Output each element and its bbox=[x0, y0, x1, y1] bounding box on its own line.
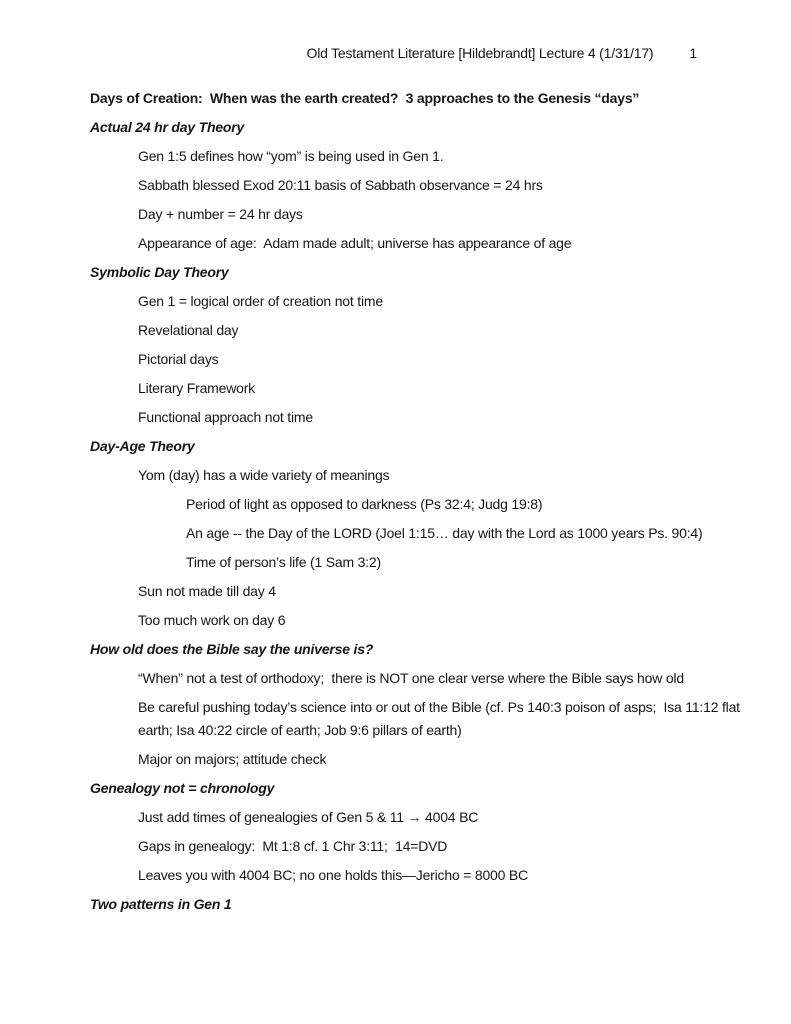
page-number: 1 bbox=[689, 45, 697, 61]
note-line: “When” not a test of orthodoxy; there is NOT one clear verse where the Bible says how old bbox=[138, 670, 684, 686]
doc-title: Days of Creation: When was the earth created? 3 approaches to the Genesis “days” bbox=[90, 90, 640, 106]
note-line: Day + number = 24 hr days bbox=[138, 206, 303, 222]
note-line: Yom (day) has a wide variety of meanings bbox=[138, 467, 390, 483]
note-line: Literary Framework bbox=[138, 380, 255, 396]
section-heading-genealogy: Genealogy not = chronology bbox=[90, 780, 275, 796]
section-heading-day-age: Day-Age Theory bbox=[90, 438, 195, 454]
note-line: Major on majors; attitude check bbox=[138, 751, 327, 767]
section-heading-symbolic-day: Symbolic Day Theory bbox=[90, 264, 229, 280]
note-line: Too much work on day 6 bbox=[138, 612, 286, 628]
note-line: Sun not made till day 4 bbox=[138, 583, 276, 599]
document-body bbox=[90, 87, 790, 922]
note-line: Leaves you with 4004 BC; no one holds this—Jericho = 8000 BC bbox=[138, 867, 528, 883]
note-line: Be careful pushing today’s science into or out of the Bible (cf. Ps 140:3 poison of asps; Isa 11:12 flat earth; Isa 40:22 circle of earth; Job 9:6 pillars of earth) bbox=[138, 699, 744, 738]
note-line: Period of light as opposed to darkness (Ps 32:4; Judg 19:8) bbox=[186, 496, 543, 512]
note-line: Gaps in genealogy: Mt 1:8 cf. 1 Chr 3:11; 14=DVD bbox=[138, 838, 448, 854]
note-line: Appearance of age: Adam made adult; universe has appearance of age bbox=[138, 235, 572, 251]
section-heading-two-patterns: Two patterns in Gen 1 bbox=[90, 896, 232, 912]
note-line: Time of person’s life (1 Sam 3:2) bbox=[186, 554, 381, 570]
note-line: Sabbath blessed Exod 20:11 basis of Sabbath observance = 24 hrs bbox=[138, 177, 543, 193]
section-heading-actual-24hr: Actual 24 hr day Theory bbox=[90, 119, 245, 135]
note-line: Revelational day bbox=[138, 322, 239, 338]
note-line: An age -- the Day of the LORD (Joel 1:15… day with the Lord as 1000 years Ps. 90:4) bbox=[186, 525, 703, 541]
header-running-title: Old Testament Literature [Hildebrandt] Lecture 4 (1/31/17) bbox=[306, 45, 654, 61]
note-line: Gen 1:5 defines how “yom” is being used in Gen 1. bbox=[138, 148, 444, 164]
note-line: Gen 1 = logical order of creation not time bbox=[138, 293, 383, 309]
note-line: Functional approach not time bbox=[138, 409, 313, 425]
section-heading-how-old: How old does the Bible say the universe is? bbox=[90, 641, 374, 657]
note-line: Pictorial days bbox=[138, 351, 219, 367]
note-line: Just add times of genealogies of Gen 5 & 11 → 4004 BC bbox=[138, 809, 479, 825]
page-header bbox=[0, 42, 697, 65]
